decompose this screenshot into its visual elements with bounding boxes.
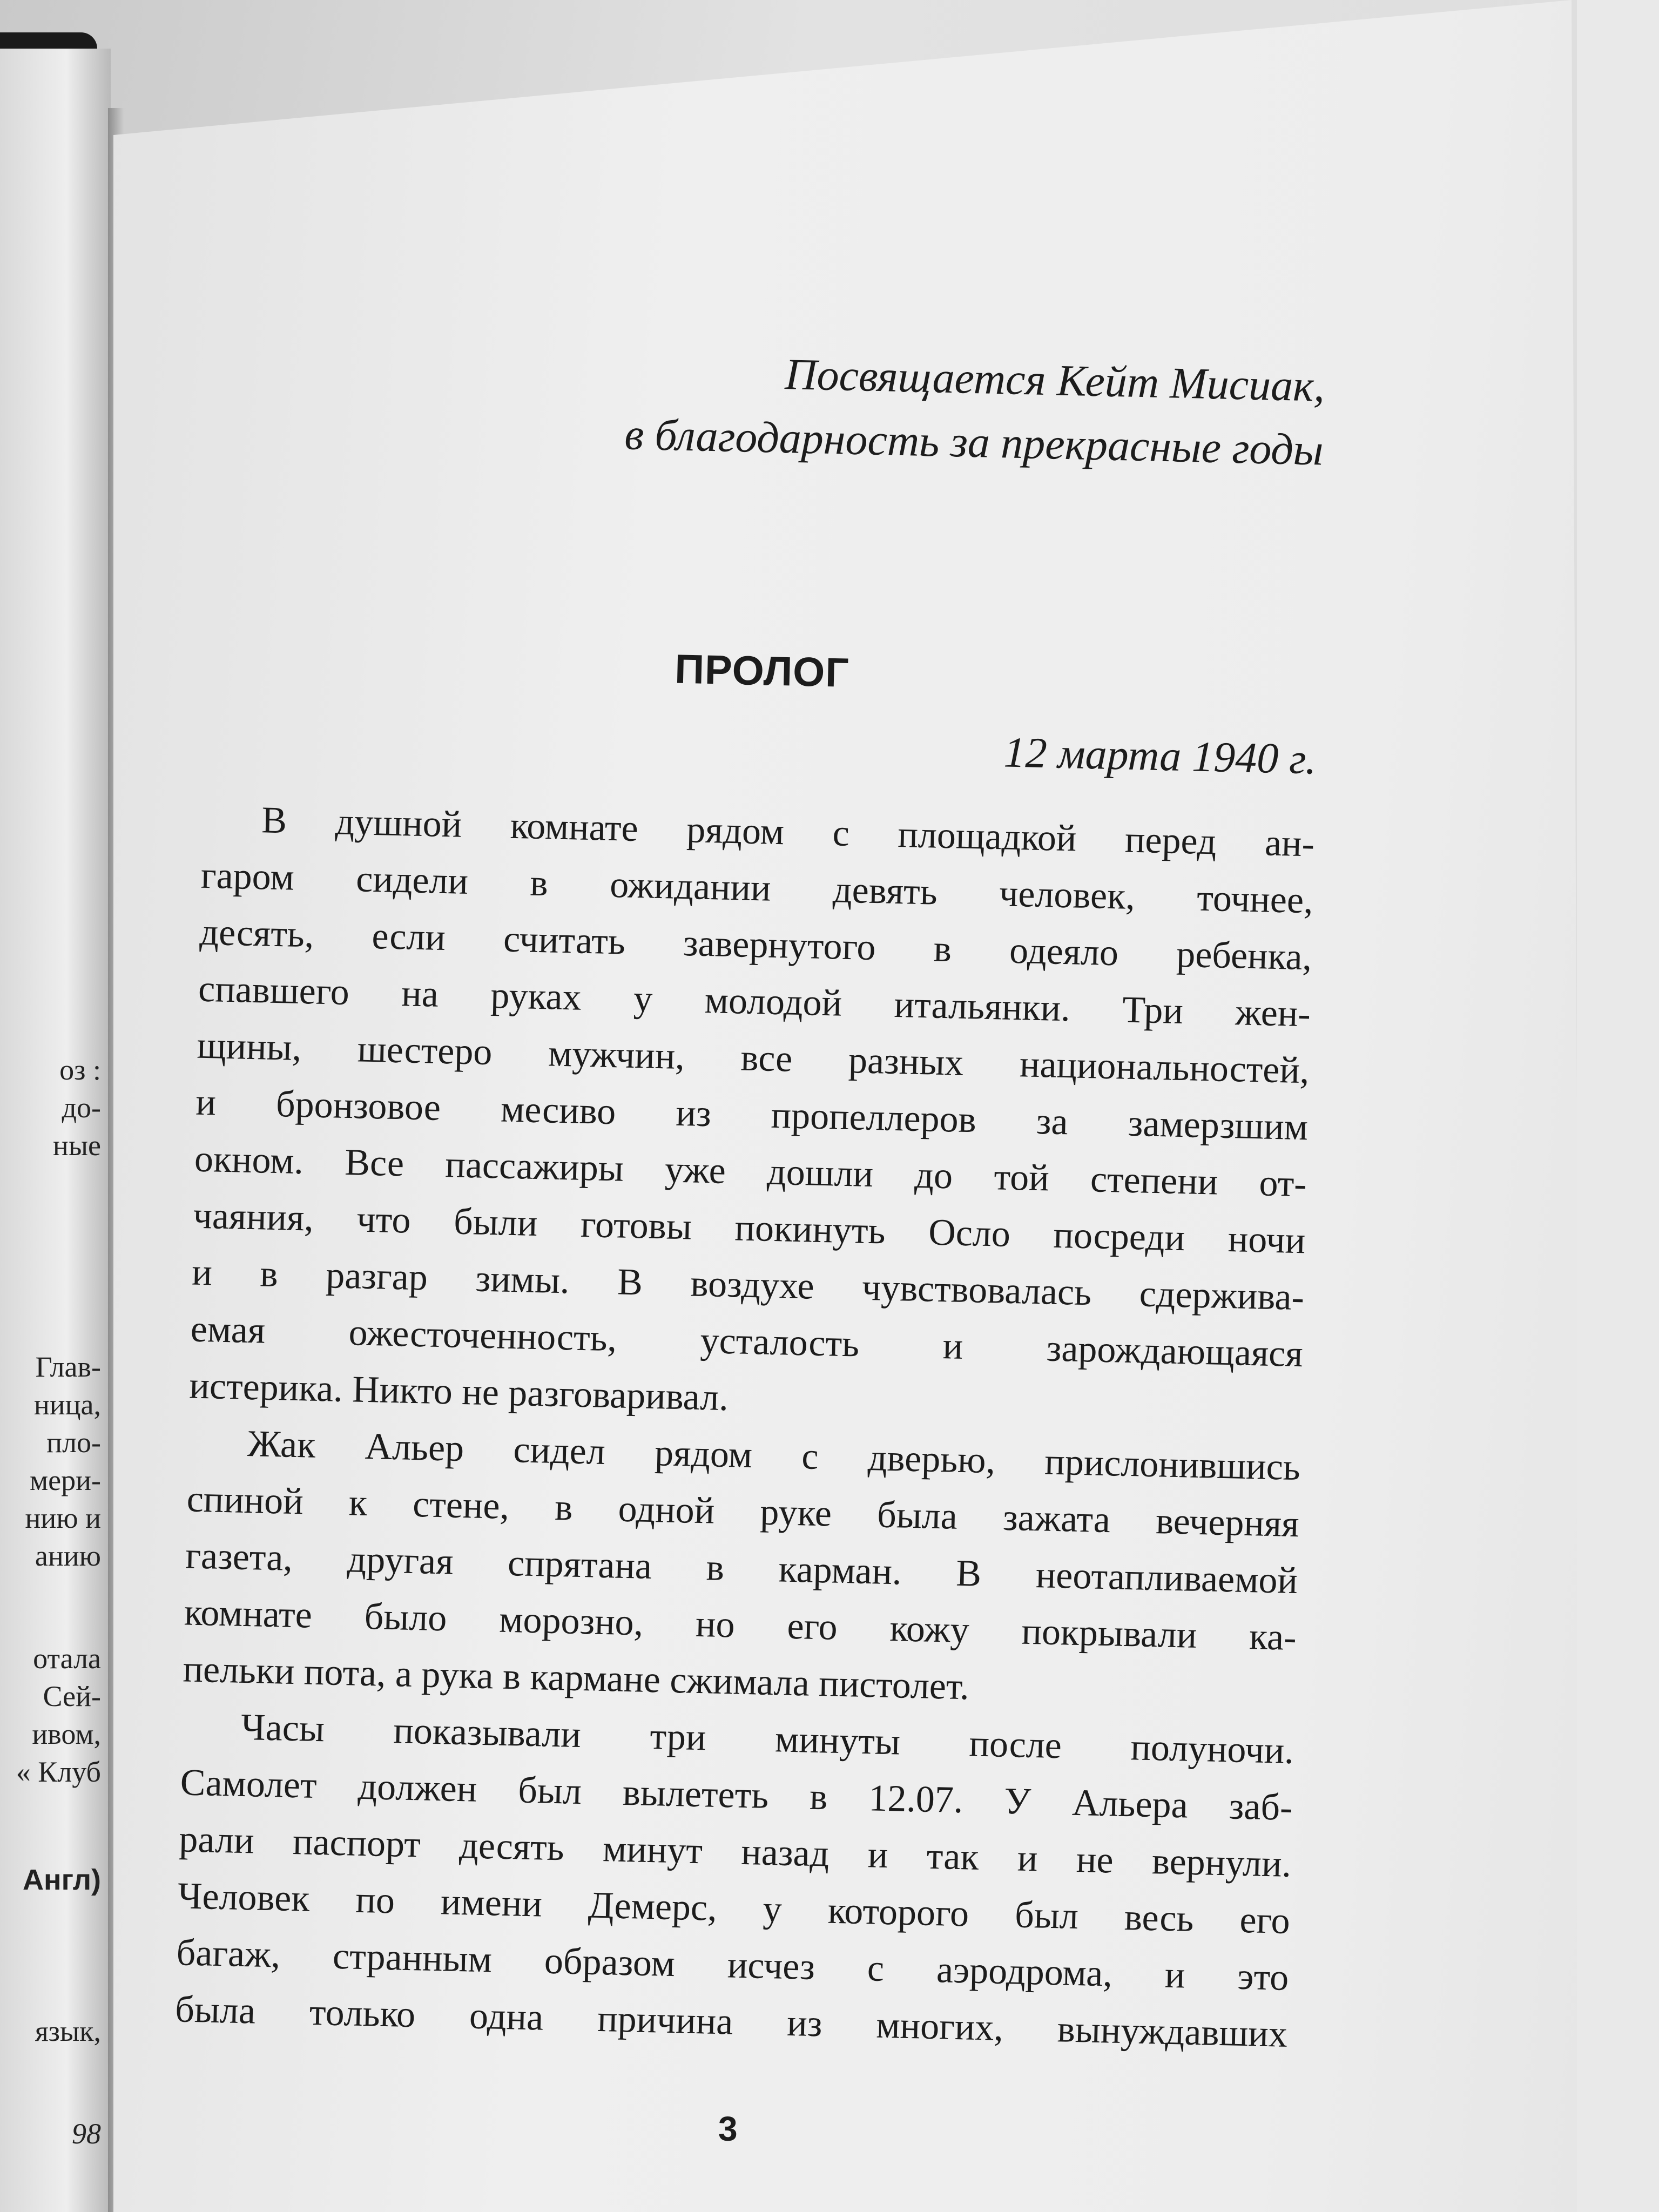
text-line: багаж, странным образом исчез с аэродрома, и это xyxy=(176,1932,1290,1999)
left-page-fragment: Англ) xyxy=(22,1864,101,1896)
text-line: пельки пота, а рука в кармане сжимала пистолет. xyxy=(182,1648,970,1708)
left-page-fragment: анию xyxy=(35,1540,101,1572)
chapter-title: ПРОЛОГ xyxy=(674,646,850,696)
text-line: спиной к стене, в одной руке была зажата вечерняя xyxy=(186,1478,1300,1546)
dedication-line: Посвящается Кейт Мисиак, xyxy=(784,349,1326,411)
left-page-fragment: ные xyxy=(52,1129,101,1162)
left-page-fragment: мери- xyxy=(29,1464,101,1496)
text-line: чаяния, что были готовы покинуть Осло посреди ночи xyxy=(192,1195,1306,1262)
text-line: Жак Альер сидел рядом с дверью, прислонившись xyxy=(247,1422,1301,1489)
left-page-fragment: пло- xyxy=(46,1426,101,1459)
text-line: и бронзовое месиво из пропеллеров за замерзшим xyxy=(195,1081,1309,1149)
page-number: 3 xyxy=(718,2109,738,2148)
text-line: и в разгар зимы. В воздухе чувствовалась сдержива- xyxy=(191,1251,1305,1319)
text-line: Человек по имени Демерс, у которого был весь его xyxy=(177,1875,1291,1942)
text-line: Часы показывали три минуты после полуночи. xyxy=(240,1706,1294,1772)
text-line: газета, другая спрятана в карман. В неотапливаемой xyxy=(185,1535,1298,1602)
chapter-date: 12 марта 1940 г. xyxy=(1003,729,1317,784)
text-line: истерика. Никто не разговаривал. xyxy=(188,1365,729,1419)
text-line: емая ожесточенность, усталость и зарождающаяся xyxy=(190,1308,1304,1375)
text-line: окном. Все пассажиры уже дошли до той степени от- xyxy=(194,1138,1307,1205)
left-page-fragment: язык, xyxy=(35,2015,101,2047)
left-page-fragment: 98 xyxy=(72,2117,101,2150)
left-page-fragment: Сей- xyxy=(43,1680,101,1712)
text-line: спавшего на руках у молодой итальянки. Три жен- xyxy=(198,968,1311,1035)
dedication xyxy=(211,329,1326,482)
left-page-fragment: оз : xyxy=(59,1054,101,1086)
text-line: Самолет должен был вылететь в 12.07. У Альера заб- xyxy=(180,1762,1293,1829)
previous-page xyxy=(0,49,111,2212)
text-line: комнате было морозно, но его кожу покрывали ка- xyxy=(184,1591,1297,1659)
text-line: гаром сидели в ожидании девять человек, точнее, xyxy=(200,854,1314,922)
left-page-fragment: « Клуб xyxy=(16,1756,101,1788)
paragraph xyxy=(188,791,1315,1439)
paragraph xyxy=(174,1697,1294,2063)
left-page-fragment: отала xyxy=(33,1642,101,1675)
text-line: была только одна причина из многих, вынуждавших xyxy=(174,1988,1288,2055)
text-line: щины, шестеро мужчин, все разных национальностей, xyxy=(197,1024,1310,1092)
left-page-fragment: Глав- xyxy=(35,1351,101,1383)
text-line: В душной комнате рядом с площадкой перед ан- xyxy=(261,799,1315,865)
left-page-fragment: ивом, xyxy=(32,1718,101,1750)
page-text xyxy=(174,329,1325,2063)
left-page-fragment: ница, xyxy=(33,1388,101,1421)
text-line: десять, если считать завернутого в одеяло ребенка, xyxy=(199,911,1313,979)
left-page-fragment: до- xyxy=(62,1091,101,1124)
right-background xyxy=(1577,0,1659,2212)
text-line: рали паспорт десять минут назад и так и не вернули. xyxy=(178,1818,1292,1886)
dedication-line: в благодарность за прекрасные годы xyxy=(624,409,1324,475)
paragraph xyxy=(183,1414,1301,1723)
left-page-fragment: нию и xyxy=(25,1502,101,1534)
